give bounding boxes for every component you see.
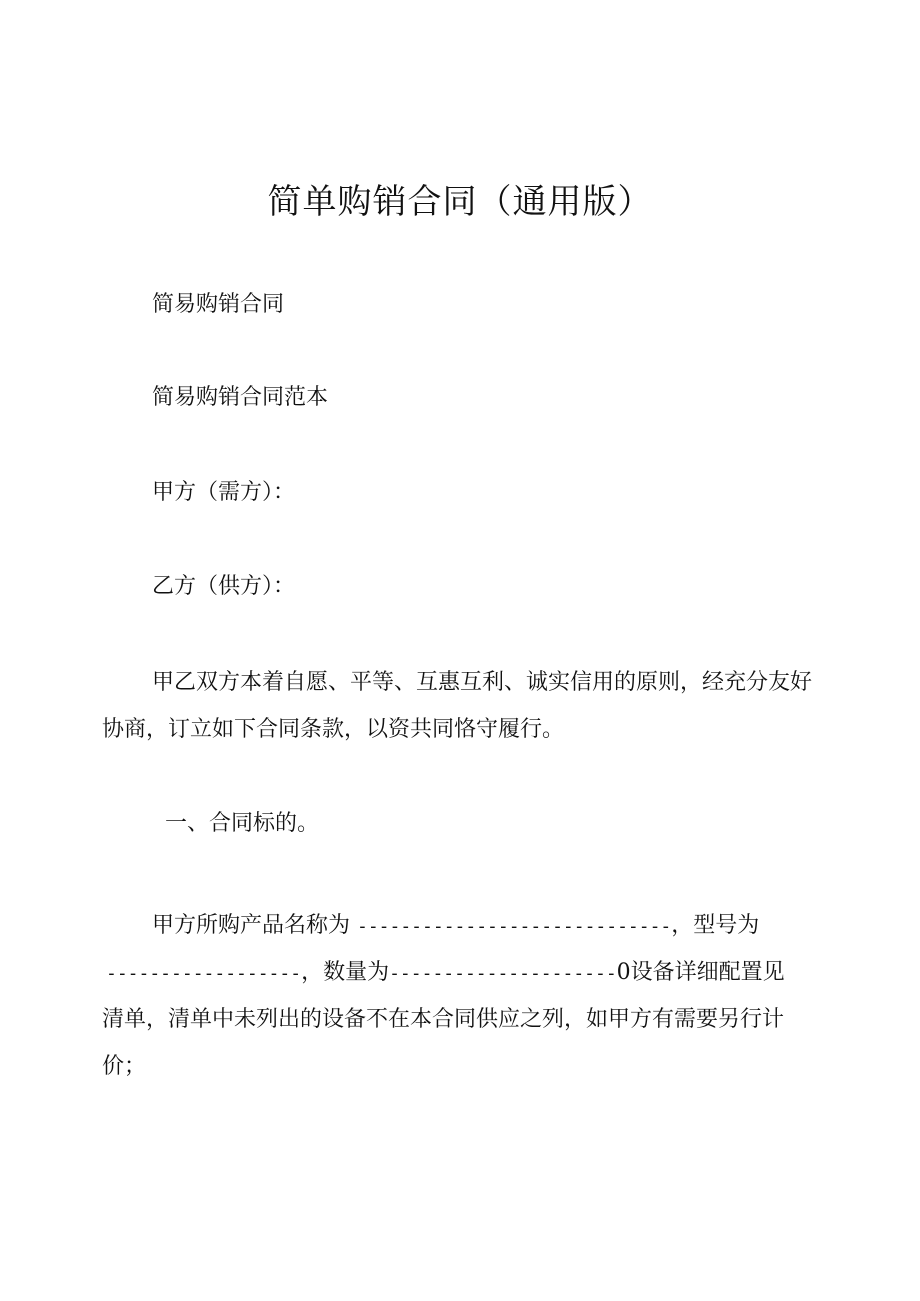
quantity-blank: --------------------- — [389, 963, 617, 984]
party-b-line: 乙方（供方）： — [152, 574, 296, 599]
section-1-body — [102, 902, 822, 1090]
model-blank: ------------------ — [106, 963, 302, 984]
quantity-label: ，数量为 — [301, 960, 390, 985]
product-name-label: 甲方所购产品名称为 — [152, 913, 357, 938]
party-a-line: 甲方（需方）： — [152, 480, 296, 505]
section-1-row-2 — [102, 949, 822, 996]
document-title: 简单购销合同（通用版） — [267, 182, 653, 222]
product-name-blank: ----------------------------- — [357, 916, 672, 937]
section-1-row-1 — [102, 902, 822, 949]
model-label: ，型号为 — [671, 913, 760, 938]
section-1-row-4: 价； — [102, 1054, 147, 1079]
subtitle-line: 简易购销合同 — [152, 292, 285, 317]
section-1-heading: 一、合同标的。 — [165, 811, 320, 836]
intro-paragraph: 甲乙双方本着自愿、平等、互惠互利、诚实信用的原则，经充分友好协商，订立如下合同条款，以资共同恪守履行。 — [102, 670, 813, 742]
template-line: 简易购销合同范本 — [152, 385, 329, 410]
section-1-row-3: 清单，清单中未列出的设备不在本合同供应之列，如甲方有需要另行计 — [102, 1007, 785, 1032]
config-text: 0设备详细配置见 — [616, 960, 785, 985]
